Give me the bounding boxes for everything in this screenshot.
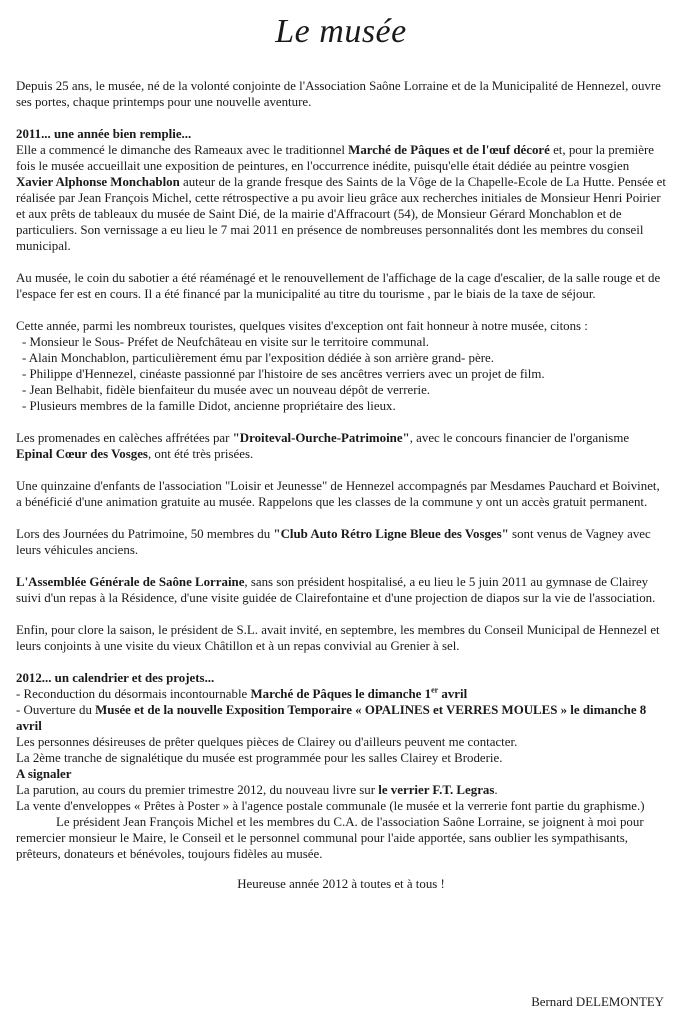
paragraph-sabotier: Au musée, le coin du sabotier a été réaménagé et le renouvellement de l'affichage de la cage d'escalier, de la salle rouge et de l'espace fer est en cours. Il a été financé par la municipalité au titre du tourisme , par le biais de la taxe de séjour. — [16, 271, 661, 301]
list-item: - Jean Belhabit, fidèle bienfaiteur du musée avec un nouveau dépôt de verrerie. — [22, 383, 431, 397]
list-item: - Reconduction du désormais incontournable Marché de Pâques le dimanche 1er avril — [16, 685, 468, 701]
article-body — [16, 60, 666, 892]
section-2011-heading: 2011... une année bien remplie... — [16, 127, 192, 141]
text-line: La 2ème tranche de signalétique du musée est programmée pour les salles Clairey et Broderie. — [16, 751, 503, 765]
paragraph-journees-patrimoine: Lors des Journées du Patrimoine, 50 membres du "Club Auto Rétro Ligne Bleue des Vosges" sont venus de Vagney avec leurs véhicules anciens. — [16, 527, 651, 557]
closing-wish: Heureuse année 2012 à toutes et à tous ! — [237, 877, 445, 891]
text-line: La vente d'enveloppes « Prêtes à Poster » à l'agence postale communale (le musée et la verrerie font partie du graphisme.) — [16, 799, 645, 813]
text-line: La parution, au cours du premier trimestre 2012, du nouveau livre sur le verrier F.T. Legras. — [16, 783, 498, 797]
list-item: - Ouverture du Musée et de la nouvelle Exposition Temporaire « OPALINES et VERRES MOULES » le dimanche 8 avril — [16, 703, 647, 733]
intro-paragraph: Depuis 25 ans, le musée, né de la volonté conjointe de l'Association Saône Lorraine et de la Municipalité de Hennezel, ouvre ses portes, chaque printemps pour une nouvelle aventure. — [16, 79, 661, 109]
text-line: Les personnes désireuses de prêter quelques pièces de Clairey ou d'ailleurs peuvent me contacter. — [16, 735, 518, 749]
paragraph-assemblee: L'Assemblée Générale de Saône Lorraine, sans son président hospitalisé, a eu lieu le 5 juin 2011 au gymnase de Clairey suivi d'un repas à la Résidence, d'une visite guidée de Clairefontaine et d'une projection de diapos sur la vie de l'association. — [16, 575, 656, 605]
list-item: - Monsieur le Sous- Préfet de Neufchâteau en visite sur le territoire communal. — [22, 335, 429, 349]
signal-heading: A signaler — [16, 767, 72, 781]
visits-list — [22, 334, 666, 414]
thanks-paragraph: Le président Jean François Michel et les membres du C.A. de l'association Saône Lorraine, se joignent à moi pour remercier monsieur le Maire, le Conseil et le personnel communal pour l'aide apportée, sans oublier les sympathisants, prêteurs, donateurs et bénévoles, toujours fidèles au musée. — [16, 815, 644, 861]
paragraph-enfants: Une quinzaine d'enfants de l'association "Loisir et Jeunesse" de Hennezel accompagnés par Mesdames Pauchard et Boivinet, a bénéficié d'une animation gratuite au musée. Rappelons que les classes de la commune y ont un accès gratuit permanent. — [16, 479, 660, 509]
section-2012-heading: 2012... un calendrier et des projets... — [16, 671, 215, 685]
list-item: - Alain Monchablon, particulièrement ému par l'exposition dédiée à son arrière grand- père. — [22, 351, 494, 365]
list-item: - Philippe d'Hennezel, cinéaste passionné par l'histoire de ses ancêtres verriers avec un projet de film. — [22, 367, 545, 381]
paragraph-chatillon: Enfin, pour clore la saison, le président de S.L. avait invité, en septembre, les membres du Conseil Municipal de Hennezel et leurs conjoints à une visite du vieux Châtillon et à un repas convivial au Grenier à sel. — [16, 623, 660, 653]
signature: Bernard DELEMONTEY — [531, 995, 664, 1009]
paragraph-visites: Cette année, parmi les nombreux touristes, quelques visites d'exception ont fait honneur à notre musée, citons : — [16, 319, 588, 333]
paragraph-paques-exposition: Elle a commencé le dimanche des Rameaux avec le traditionnel Marché de Pâques et de l'œuf décoré et, pour la première fois le musée accueillait une exposition de peintures, en l'occurrence inédite, puisqu'elle était dédiée au peintre vosgien Xavier Alphonse Monchablon auteur de la grande fresque des Saints de la Vôge de la Chapelle-Ecole de La Hutte. Pensée et réalisée par Jean François Michel, cette rétrospective a pu avoir lieu grâce aux recherches initiales de Monsieur Henri Poirier et aux prêts de tableaux du musée de Saint Dié, de la mairie d'Affracourt (54), de Monsieur Gérard Monchablon et de particuliers. Son vernissage a eu lieu le 7 mai 2011 en présence de nombreuses personnalités dont les membres du conseil municipal. — [16, 143, 666, 253]
list-item: - Plusieurs membres de la famille Didot, ancienne propriétaire des lieux. — [22, 399, 396, 413]
section-2012 — [16, 670, 666, 862]
paragraph-caleches: Les promenades en calèches affrétées par "Droiteval-Ourche-Patrimoine", avec le concours financier de l'organisme Epinal Cœur des Vosges, ont été très prisées. — [16, 431, 630, 461]
page-title: Le musée — [275, 13, 407, 50]
